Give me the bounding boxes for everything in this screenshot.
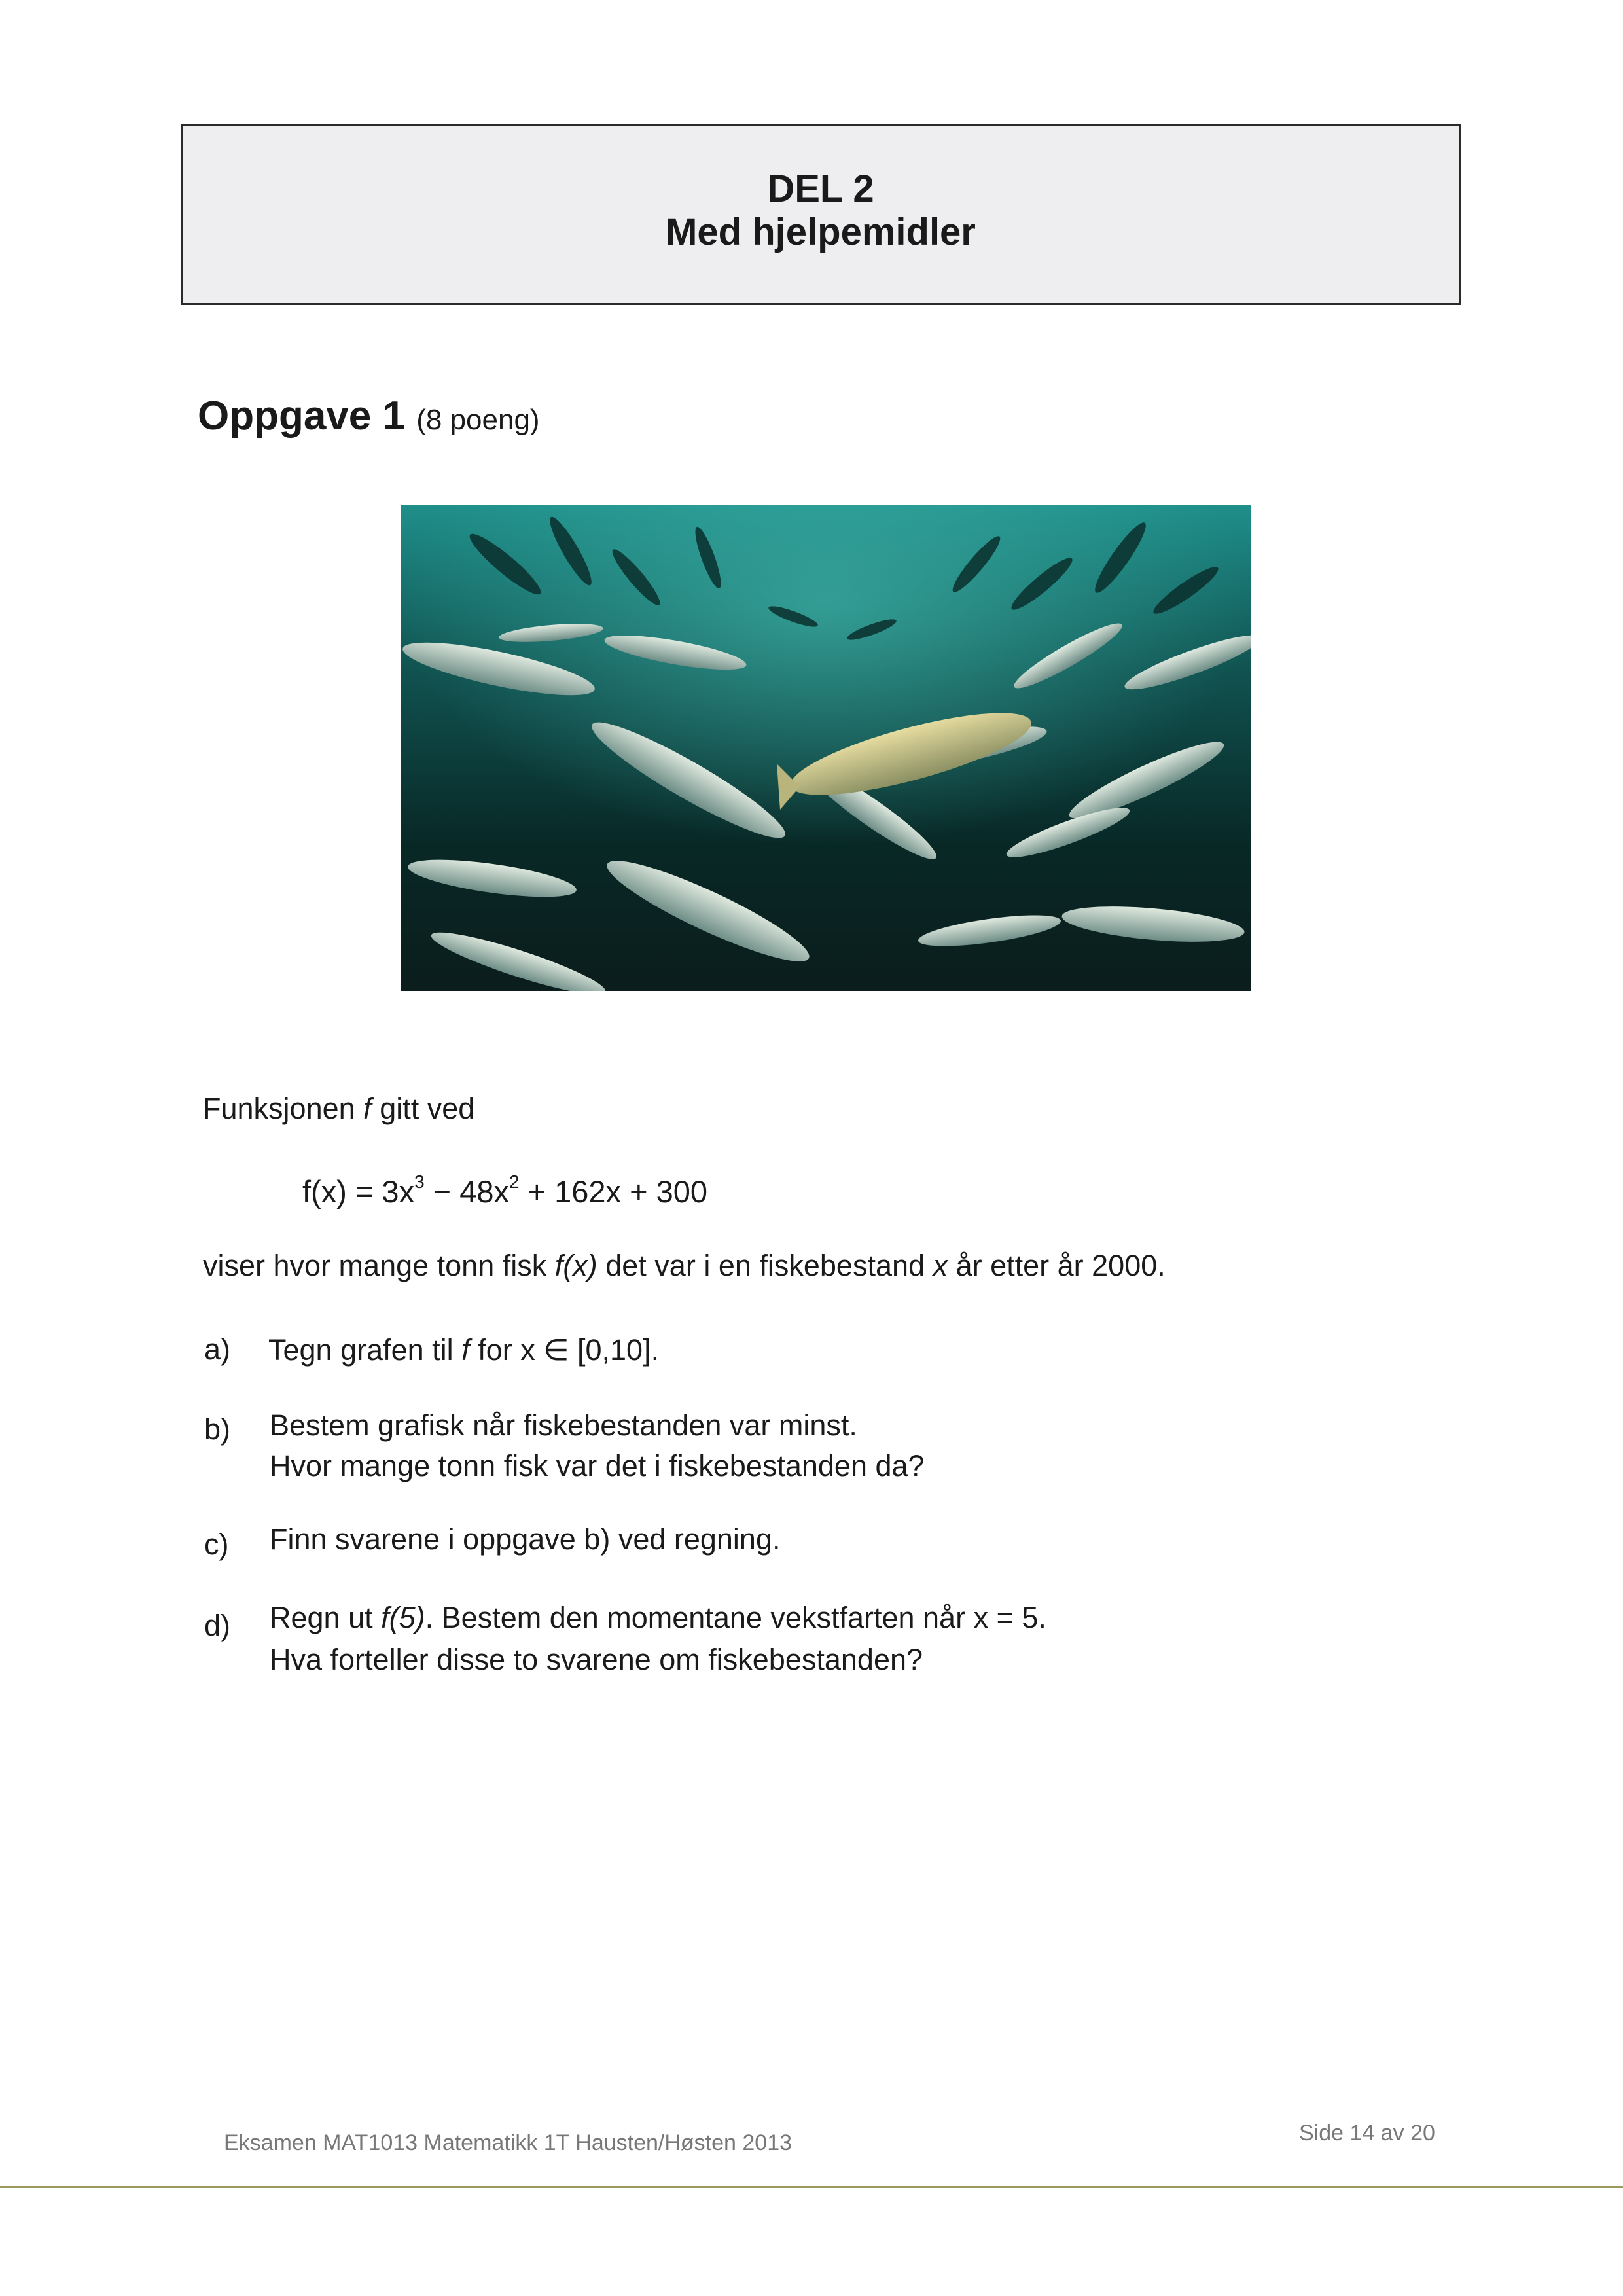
task-heading (198, 393, 540, 439)
function-name: f (363, 1092, 372, 1125)
context-text: viser hvor mange tonn fisk f(x) det var i en fiskebestand x år etter år 2000. (203, 1249, 1166, 1282)
footer-rule (0, 2186, 1623, 2188)
fish-school-photo (401, 505, 1251, 991)
question-b-label: b) (204, 1412, 231, 1446)
question-a: Tegn grafen til f for x ∈ [0,10]. (268, 1333, 660, 1367)
question-b-line1: Bestem grafisk når fiskebestanden var minst. (270, 1408, 857, 1442)
question-d-line2: Hva forteller disse to svarene om fiskebestanden? (270, 1643, 923, 1676)
section-title: DEL 2 (767, 168, 874, 210)
intro-text: Funksjonen f gitt ved (203, 1092, 475, 1125)
footer-exam-info: Eksamen MAT1013 Matematikk 1T Hausten/Høsten 2013 (224, 2130, 793, 2155)
question-b-line2: Hvor mange tonn fisk var det i fiskebestanden da? (270, 1449, 925, 1482)
question-a-label: a) (204, 1333, 231, 1366)
question-d-line1: Regn ut f(5). Bestem den momentane vekstfarten når x = 5. (270, 1601, 1046, 1634)
question-c-label: c) (204, 1528, 229, 1561)
question-d-label: d) (204, 1609, 231, 1642)
task-points: (8 poeng) (416, 404, 540, 436)
section-header (181, 124, 1461, 305)
footer-page-number: Side 14 av 20 (1299, 2121, 1435, 2145)
function-formula: $f(x) = 3x^3 - 48x^2 + 162x + 300$ (302, 1172, 708, 1209)
task-title: Oppgave 1 (198, 393, 405, 439)
section-subtitle: Med hjelpemidler (666, 211, 976, 253)
question-c-line1: Finn svarene i oppgave b) ved regning. (270, 1522, 781, 1556)
